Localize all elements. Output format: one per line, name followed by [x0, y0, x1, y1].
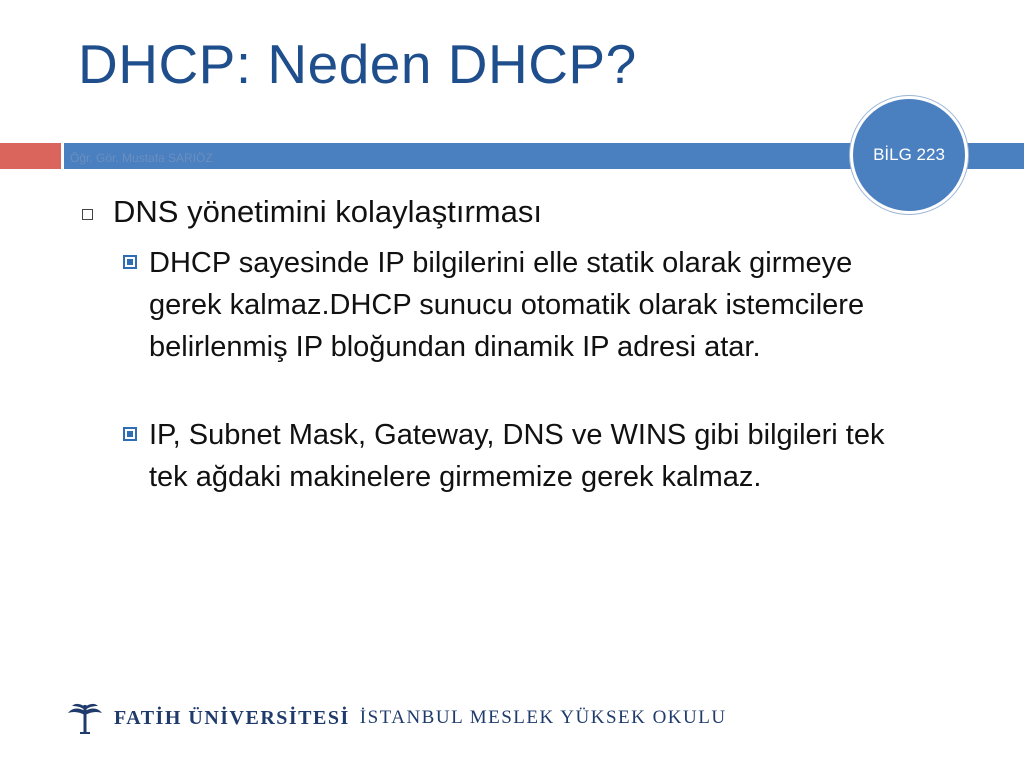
sub-bullet-2-text: IP, Subnet Mask, Gateway, DNS ve WINS gibi bilgileri tek tek ağdaki makinelere girmemize gerek kalmaz. — [149, 419, 885, 493]
university-logo-icon — [66, 701, 104, 735]
school-name: İSTANBUL MESLEK YÜKSEK OKULU — [359, 707, 727, 728]
square-bullet-icon — [123, 427, 137, 441]
header-band-accent — [0, 143, 61, 169]
author-label: Öğr. Gör. Mustafa SARIÖZ — [70, 151, 213, 165]
sub-bullet-1 — [123, 242, 923, 368]
sub-bullet-1-text: DHCP sayesinde IP bilgilerini elle statik olarak girmeye gerek kalmaz.DHCP sunucu otomatik olarak istemcilere belirlenmiş IP bloğundan dinamik IP adresi atar. — [149, 247, 865, 363]
footer-banner — [66, 700, 727, 736]
bullet-level-1 — [82, 193, 942, 231]
course-code: BİLG 223 — [873, 145, 945, 164]
square-bullet-icon — [123, 255, 137, 269]
university-name: FATİH ÜNİVERSİTESİ — [114, 706, 350, 729]
bullet-1-text: DNS yönetimini kolaylaştırması — [113, 194, 542, 229]
slide-title: DHCP: Neden DHCP? — [78, 33, 637, 95]
sub-bullet-2 — [123, 414, 923, 498]
hollow-square-bullet-icon — [82, 209, 93, 220]
